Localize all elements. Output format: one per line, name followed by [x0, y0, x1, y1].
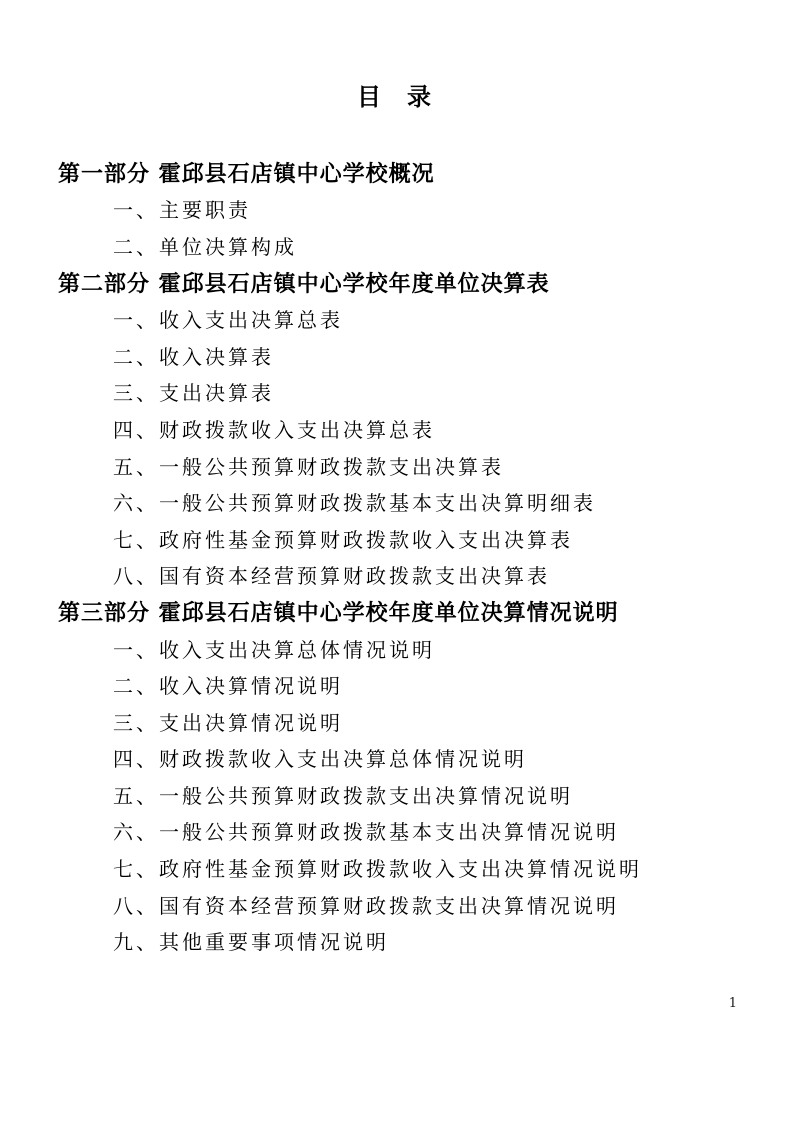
toc-section-heading: 第一部分 霍邱县石店镇中心学校概况: [58, 160, 435, 187]
toc-section-1: [58, 154, 731, 264]
toc-item: 六、一般公共预算财政拨款基本支出决算明细表: [113, 491, 596, 516]
toc-item: 八、国有资本经营预算财政拨款支出决算表: [113, 564, 550, 589]
toc-item: 七、政府性基金预算财政拨款收入支出决算表: [113, 527, 573, 552]
toc-section-heading: 第二部分 霍邱县石店镇中心学校年度单位决算表: [58, 270, 550, 297]
toc-item: 六、一般公共预算财政拨款基本支出决算情况说明: [113, 820, 619, 845]
toc-item: 五、一般公共预算财政拨款支出决算表: [113, 454, 504, 479]
table-of-contents: [58, 154, 731, 959]
page-title: 目 录: [357, 82, 432, 111]
toc-section-heading: 第三部分 霍邱县石店镇中心学校年度单位决算情况说明: [58, 599, 619, 626]
toc-item: 二、单位决算构成: [113, 234, 297, 259]
toc-item: 四、财政拨款收入支出决算总体情况说明: [113, 747, 527, 772]
page-number: 1: [728, 996, 737, 1011]
toc-item: 一、主要职责: [113, 198, 251, 223]
toc-item: 二、收入决算表: [113, 344, 274, 369]
toc-item: 九、其他重要事项情况说明: [113, 930, 389, 955]
toc-item: 一、收入支出决算总体情况说明: [113, 637, 435, 662]
toc-item: 八、国有资本经营预算财政拨款支出决算情况说明: [113, 893, 619, 918]
toc-item: 四、财政拨款收入支出决算总表: [113, 417, 435, 442]
toc-item: 五、一般公共预算财政拨款支出决算情况说明: [113, 783, 573, 808]
toc-item: 二、收入决算情况说明: [113, 674, 343, 699]
toc-section-2: [58, 264, 731, 593]
toc-item: 三、支出决算表: [113, 381, 274, 406]
toc-item: 一、收入支出决算总表: [113, 308, 343, 333]
toc-item: 三、支出决算情况说明: [113, 710, 343, 735]
toc-item: 七、政府性基金预算财政拨款收入支出决算情况说明: [113, 857, 642, 882]
toc-section-3: [58, 593, 731, 959]
